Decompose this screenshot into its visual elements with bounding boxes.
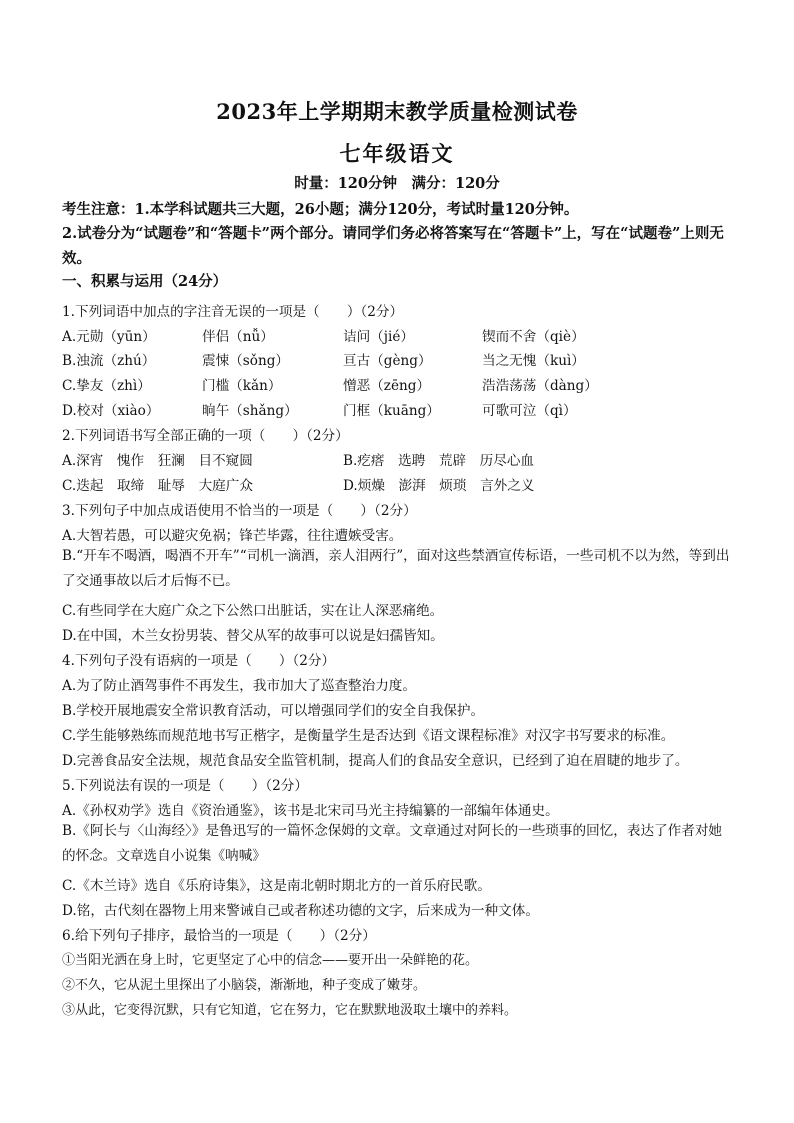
q1-option-cell: 亘古（gèng） — [343, 353, 432, 369]
q1-option-cell: 诘问（jié） — [343, 329, 414, 345]
q1-option-row — [62, 349, 732, 369]
q3-option-d: D.在中国，木兰女扮男装、替父从军的故事可以说是妇孺皆知。 — [62, 628, 444, 644]
q3-stem: 3.下列句子中加点成语使用不恰当的一项是（ ）（2分） — [62, 503, 417, 519]
q1-stem: 1.下列词语中加点的字注音无误的一项是（ ）（2分） — [62, 304, 404, 320]
q5-stem: 5.下列说法有误的一项是（ ）（2分） — [62, 778, 308, 794]
q1-option-cell: 锲而不舍（qiè） — [482, 329, 585, 345]
q6-sentence-2: ②不久，它从泥土里探出了小脑袋，渐渐地，种子变成了嫩芽。 — [62, 978, 427, 993]
q2-option-row — [62, 474, 732, 494]
q1-option-cell: C.挚友（zhì） — [62, 378, 151, 394]
q1-option-cell: 当之无愧（kuì） — [482, 353, 585, 369]
q1-option-row — [62, 325, 732, 345]
q1-option-cell: 浩浩荡荡（dàng） — [482, 378, 598, 394]
q1-option-cell: B.浊流（zhú） — [62, 353, 156, 369]
q4-option-c: C.学生能够熟练而规范地书写正楷字，是衡量学生是否达到《语文课程标准》对汉字书写要求的标准。 — [62, 728, 675, 744]
notice-line-1: 考生注意：1.本学科试题共三大题，26小题；满分120分，考试时量120分钟。 — [62, 201, 579, 218]
q2-option: C.迭起 取缔 耻辱 大庭广众 — [62, 478, 253, 494]
q1-option-cell: 可歌可泣（qì） — [482, 403, 577, 419]
q5-option-c: C.《木兰诗》选自《乐府诗集》，这是南北朝时期北方的一首乐府民歌。 — [62, 878, 491, 894]
q6-sentence-1: ①当阳光洒在身上时，它更坚定了心中的信念——要开出一朵鲜艳的花。 — [62, 953, 479, 968]
q4-option-d: D.完善食品安全法规，规范食品安全监管机制，提高人们的食品安全意识，已经到了迫在眉睫的地步了。 — [62, 753, 689, 769]
exam-subject: 七年级语文 — [339, 141, 455, 166]
notice-line-2: 2.试卷分为“试题卷”和“答题卡”两个部分。请同学们务必将答案写在“答题卡”上，写在“试题卷”上则无效。 — [62, 225, 724, 267]
exam-time-score: 时量：120分钟 满分：120分 — [294, 175, 500, 192]
q4-option-a: A.为了防止酒驾事件不再发生，我市加大了巡查整治力度。 — [62, 678, 416, 694]
q1-option-cell: D.校对（xiào） — [62, 403, 160, 419]
q4-stem: 4.下列句子没有语病的一项是（ ）（2分） — [62, 653, 336, 669]
q1-option-cell: 晌午（shǎng） — [202, 403, 298, 419]
q2-option: D.烦燥 澎湃 烦琐 言外之义 — [343, 478, 535, 494]
q1-option-cell: 震悚（sǒng） — [202, 353, 289, 369]
q1-option-cell: A.元勋（yūn） — [62, 329, 156, 345]
q1-option-row — [62, 374, 732, 394]
q3-option-c: C.有些同学在大庭广众之下公然口出脏话，实在让人深恶痛绝。 — [62, 603, 444, 619]
q5-option-a: A.《孙权劝学》选自《资治通鉴》，该书是北宋司马光主持编纂的一部编年体通史。 — [62, 803, 559, 819]
q2-option: B.疙瘩 选聘 荒辟 历尽心血 — [343, 453, 535, 469]
q6-sentence-3: ③从此，它变得沉默，只有它知道，它在努力，它在默默地汲取土壤中的养料。 — [62, 1003, 518, 1018]
q1-option-row — [62, 399, 732, 419]
q5-option-b: B.《阿长与〈山海经〉》是鲁迅写的一篇怀念保姆的文章。文章通过对阿长的一些琐事的回忆，表达了作者对她的怀念。文章选自小说集《呐喊》 — [62, 823, 723, 864]
q2-option: A.深宵 愧作 狂澜 目不窥圆 — [62, 453, 253, 469]
q1-option-cell: 门槛（kǎn） — [202, 378, 282, 394]
q2-stem: 2.下列词语书写全部正确的一项（ ）（2分） — [62, 428, 349, 444]
q3-option-b: B.“开车不喝酒，喝酒不开车”“司机一滴酒，亲人泪两行”，面对这些禁酒宣传标语，一些司机不以为然，等到出了交通事故以后才后悔不已。 — [62, 548, 730, 589]
q4-option-b: B.学校开展地震安全常识教育活动，可以增强同学们的安全自我保护。 — [62, 703, 485, 719]
section-title: 一、积累与运用（24分） — [62, 273, 228, 290]
exam-title: 2023年上学期期末教学质量检测试卷 — [216, 99, 578, 124]
q1-option-cell: 伴侣（nǚ） — [202, 329, 274, 345]
q1-option-cell: 门框（kuāng） — [343, 403, 440, 419]
q2-option-row — [62, 449, 732, 469]
q1-option-cell: 憎恶（zēng） — [343, 378, 431, 394]
q3-option-a: A.大智若愚，可以避灾免祸；锋芒毕露，往往遭嫉受害。 — [62, 528, 403, 544]
q5-option-d: D.铭，古代刻在器物上用来警诫自己或者称述功德的文字，后来成为一种文体。 — [62, 903, 539, 919]
q6-stem: 6.给下列句子排序，最恰当的一项是（ ）（2分） — [62, 928, 376, 944]
